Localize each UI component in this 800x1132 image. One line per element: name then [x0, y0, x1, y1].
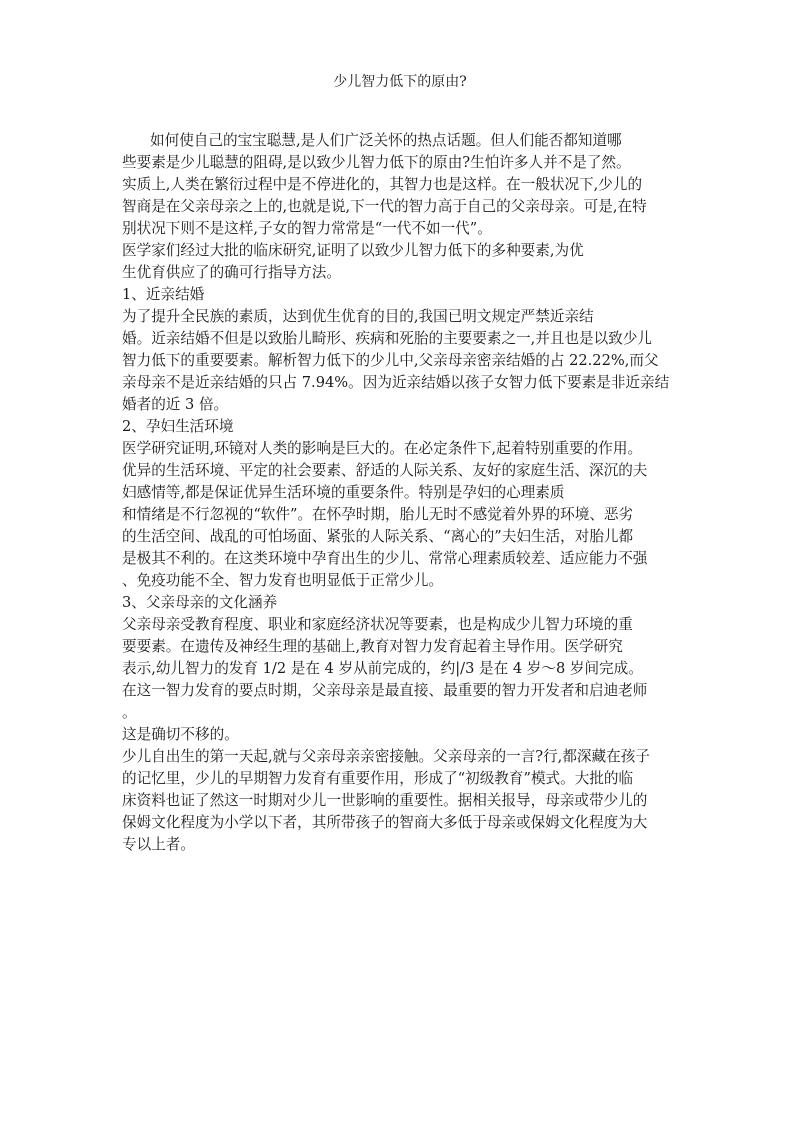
paragraph-line: 些要素是少儿聪慧的阻碍,是以致少儿智力低下的原由?生怕许多人并不是了然。	[122, 154, 631, 171]
section-heading-2: 2、孕妇生活环境	[122, 418, 234, 435]
paragraph-line: 医学家们经过大批的临床研究,证明了以致少儿智力低下的多种要素,为优	[122, 242, 584, 259]
paragraph-line: 婚者的近 3 倍。	[122, 396, 229, 413]
paragraph-line: 生优育供应了的确可行指导方法。	[122, 264, 341, 281]
paragraph-line: 的生活空间、战乱的可怕场面、紧张的人际关系、“离心的”夫妇生活，对胎儿都	[122, 528, 634, 545]
paragraph-line: 专以上者。	[122, 836, 195, 853]
paragraph-line: 妇感情等,都是保证优异生活环境的重要条件。特别是孕妇的心理素质	[122, 484, 565, 501]
paragraph-line: 、免疫功能不全、智力发育也明显低于正常少儿。	[122, 572, 444, 589]
paragraph-line: 如何使自己的宝宝聪慧,是人们广泛关怀的热点话题。但人们能否都知道哪	[150, 132, 622, 149]
paragraph-line: 要要素。在遗传及神经生理的基础上,教育对智力发育起着主导作用。医学研究	[122, 638, 623, 655]
paragraph-line: 别状况下则不是这样,子女的智力常常是“一代不如一代”。	[122, 220, 492, 237]
paragraph-line: 床资料也证了然这一时期对少儿一世影响的重要性。据相关报导，母亲或带少儿的	[122, 792, 648, 809]
section-heading-3: 3、父亲母亲的文化涵养	[122, 594, 278, 611]
paragraph-line: 智商是在父亲母亲之上的,也就是说,下一代的智力高于自己的父亲母亲。可是,在特	[122, 198, 647, 215]
paragraph-line: 这是确切不移的。	[122, 726, 239, 743]
paragraph-line: 是极其不利的。在这类环境中孕育出生的少儿、常常心理素质较差、适应能力不强	[122, 550, 648, 567]
paragraph-line: 优异的生活环境、平定的社会要素、舒适的人际关系、友好的家庭生活、深沉的夫	[122, 462, 648, 479]
paragraph-line: 保姆文化程度为小学以下者，其所带孩子的智商大多低于母亲或保姆文化程度为大	[122, 814, 648, 831]
paragraph-line: 智力低下的重要要素。解析智力低下的少儿中,父亲母亲密亲结婚的占 22.22%,而父	[122, 352, 659, 369]
paragraph-line: 亲母亲不是近亲结婚的只占 7.94%。因为近亲结婚以孩子女智力低下要素是非近亲结	[122, 374, 670, 391]
section-heading-1: 1、近亲结婚	[122, 286, 205, 303]
paragraph-line: 的记忆里，少儿的早期智力发育有重要作用，形成了“初级教育”模式。大批的临	[122, 770, 634, 787]
paragraph-line: 婚。近亲结婚不但是以致胎儿畸形、疾病和死胎的主要要素之一,并且也是以致少儿	[122, 330, 653, 347]
paragraph-line: 。	[122, 704, 137, 721]
paragraph-line: 在这一智力发育的要点时期，父亲母亲是最直接、最重要的智力开发者和启迪老师	[122, 682, 648, 699]
document-title: 少儿智力低下的原由?	[333, 74, 467, 90]
paragraph-line: 为了提升全民族的素质，达到优生优育的目的,我国已明文规定严禁近亲结	[122, 308, 594, 325]
paragraph-line: 和情绪是不行忽视的“软件”。在怀孕时期，胎儿无时不感觉着外界的环境、恶劣	[122, 506, 634, 523]
paragraph-line: 父亲母亲受教育程度、职业和家庭经济状况等要素，也是构成少儿智力环境的重	[122, 616, 633, 633]
paragraph-line: 表示,幼儿智力的发育 1/2 是在 4 岁从前完成的，约|/3 是在 4 岁～8 岁间完成。	[122, 660, 643, 677]
paragraph-line: 实质上,人类在繁衍过程中是不停进化的，其智力也是这样。在一般状况下,少儿的	[122, 176, 643, 193]
paragraph-line: 少儿自出生的第一天起,就与父亲母亲亲密接触。父亲母亲的一言?行,都深藏在孩子	[122, 748, 650, 765]
paragraph-line: 医学研究证明,环镜对人类的影响是巨大的。在必定条件下,起着特别重要的作用。	[122, 440, 643, 457]
